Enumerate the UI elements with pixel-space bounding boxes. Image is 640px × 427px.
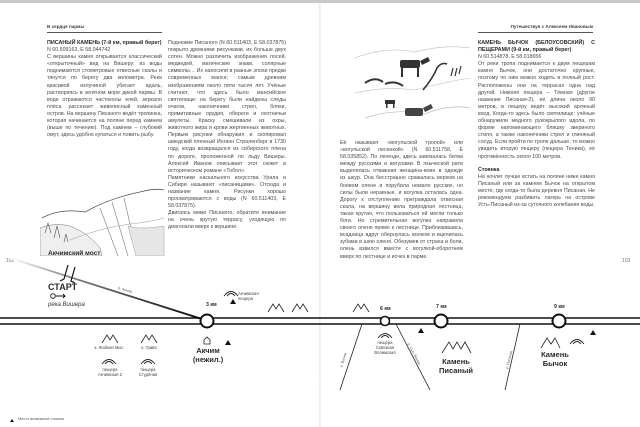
- paragraph: Памятники наскального искусства Урала и Сибири называют «писаницами». Отсюда и название камня. Рисунки хорошо просматриваются с воды (N 60.511403, E 58.037875).: [168, 174, 286, 210]
- paragraph: С вершины камня открывается классический «открыточный» вид на Вишеру: из воды поднимаются стометровые отвесные скалы и тянутся по берегу два километра. Река красивой излучиной убегает вдаль, растворяясь в зелёном море дикой пармы. В воде отражаются частоколы елей, зеркало плёса рассекает живописный каменный остров. На вершину Писаного ведёт тропинка, которая начинается на поляне перед камнем (выше по течению). Под камнем – глубокий омут, здесь удобно купаться и ловить рыбу.: [47, 54, 162, 139]
- stop-label-bychok: Камень Бычок: [541, 350, 569, 368]
- section-title: ПИСАНЫЙ КАМЕНЬ (7-й км, правый берег): [47, 40, 162, 46]
- cave-label: пещера Акчимская 2: [97, 367, 123, 377]
- peak-label: к. Грива: [141, 345, 157, 350]
- river-label: река Вишера: [48, 302, 85, 308]
- legend-caption: Место возможной стоянки: [18, 417, 65, 421]
- coordinates: N 60.509163, E 58.044742: [47, 47, 111, 54]
- station-circle-icon: [201, 315, 214, 328]
- house-icon: [204, 337, 210, 344]
- cave-label: пещера Студёная: [138, 367, 158, 377]
- running-head-rule: [47, 32, 162, 33]
- paragraph: Подножие Писаного (N 60.511403, E 58.037875) покрыто древними рисунками, их больше двух сотен. Можно различить изображения лосей, медведей, магические знаки, солярные символы… Их наносили в разные эпохи предки современных манси; самым древним изображениям около пяти тысяч лет. Учёные считают, что здесь было мансийское святилище: на берегу были найдены следы очагов, наконечники стрел, бляхи, примитивные орудия, обереги и охотничьи амулеты. Краску смешивали из охры, животного жира и крови жертвенных животных. Первым рисунки обнаружил и скопировал шведский пленный Иоганн Страленберг в 1730 году, когда возвращался из сибирского плена по дороге, проложенной по льду Вишеры. Алексей Иванов описывает этот сюжет в историческом романе «Тобол».: [168, 40, 286, 174]
- tributary-label: р. Писаная: [505, 350, 514, 370]
- paragraph: Её называют «вогульской тропой» или «вогульской лесенкой» (N 60.511758, E 58.035852). По легенде, здесь завязалась битва между русскими и вогулами. В языческой рати выделялась отважная женщина-воин в одежде из шкур. Она бесстрашно сражалась верхом на боевом олене и порубила немало русских, но силы были неравные, и вогулка осталась одна. Дорогу к отступлению преграждала отвесная скала, на вершину вела природная лестница, такая крутая, что пользоваться ей могли только боги. Но стремительная вогулка направила своего оленя прямо к лестнице. Приблизившись, всадница вдруг обернулась волком и вцепилась зубами в шею оленя. Обезумев от страха и боли, олень взвился вместе с вогулкой-оборотнем вверх по лестнице и исчез в парме.: [340, 140, 463, 260]
- station-circle-icon: [435, 315, 448, 328]
- paragraph: От реки тропа поднимается к двум пещерам камня Бычок, они достаточно крупные, поэтому по ним можно ходить в полный рост. Расположены они на террасах одна над другой. Нижняя пещера – Тёмная (другое название Писаная-2), её длина около 90 метров, в пещеру ведёт высокий арочный вход. Когда-то здесь было святилище: учёные обнаружили медного рукокрылого идола, по форме напоминающего бляшку звериного стиля, а также наконечники стрел и глиняный сосуд. Если пройти по тропе дальше, то можно увидеть вторую пещеру (пещера Теника), её протяжённость около 100 метров.: [478, 61, 595, 160]
- km-marker: 7 км: [436, 304, 447, 310]
- campsite-triangle-icon: [225, 340, 231, 345]
- tributary-label: р. Акчим: [117, 285, 133, 295]
- start-arrow-icon: [51, 294, 56, 299]
- campsite-triangle-icon: [590, 330, 596, 335]
- campsite-triangle-icon: [10, 419, 14, 422]
- cave-label: пещера Сквозная Волимская: [374, 340, 396, 355]
- running-head-right: Путешествуя с Алексеем Ивановым: [510, 24, 593, 29]
- peak-label: к. Жабкин Мыс: [94, 345, 124, 350]
- page-number-left: 102: [6, 258, 15, 264]
- mountain-icon: [268, 304, 369, 312]
- subsection-title: Стоянка: [478, 166, 500, 173]
- coordinates: N 60.514878, E 58.018656: [478, 54, 542, 61]
- campsite-triangle-icon: [230, 299, 236, 304]
- left-column-2: [168, 40, 286, 232]
- page-number-right: 103: [622, 258, 631, 264]
- running-head-left: В сердце пармы: [47, 24, 85, 29]
- left-column-1: [47, 40, 162, 139]
- paragraph: На ночлег лучше встать на поляне ниже камня Писаный или за камнем Бычок на открытом месте, где когда-то была деревня Писаная. Не рекомендуем разбивать лагерь на острове Усть-Писаный из-за суточного колебания воды.: [478, 173, 595, 209]
- mountain-icon: [102, 335, 560, 353]
- station-circle-icon: [381, 317, 390, 326]
- km-marker: 6 км: [380, 306, 391, 312]
- route-map: [0, 240, 640, 427]
- stop-label-akchim: Акчим (нежил.): [192, 346, 224, 364]
- section-title: КАМЕНЬ БЫЧОК (БЕЛОУСОВСКИЙ) С ПЕЩЕРАМИ (9-й км, правый берег): [478, 40, 595, 54]
- start-label: СТАРТ: [48, 282, 78, 292]
- km-marker: 9 км: [554, 304, 565, 310]
- tributary-label: р. Сыч. Волим: [406, 342, 422, 366]
- cave-label: Акчимская пещера: [238, 291, 259, 301]
- km-marker: 3 км: [206, 302, 217, 308]
- route-map-lines: [0, 240, 640, 427]
- stop-label-pisany: Камень Писаный: [439, 357, 473, 375]
- right-column-2: [478, 40, 595, 209]
- campsite-triangle-icon: [418, 328, 424, 333]
- station-circle-icon: [553, 315, 566, 328]
- paragraph: Двигаясь мимо Писаного, обратите внимание на очень крутую террасу, уходящую по диагонали вверх к вершине.: [168, 210, 286, 231]
- petroglyph-illustration: [355, 38, 470, 123]
- tributary-label: р. Волим: [339, 352, 348, 368]
- bridge-label: Акчимский мост: [48, 250, 101, 257]
- running-head-rule: [478, 32, 593, 33]
